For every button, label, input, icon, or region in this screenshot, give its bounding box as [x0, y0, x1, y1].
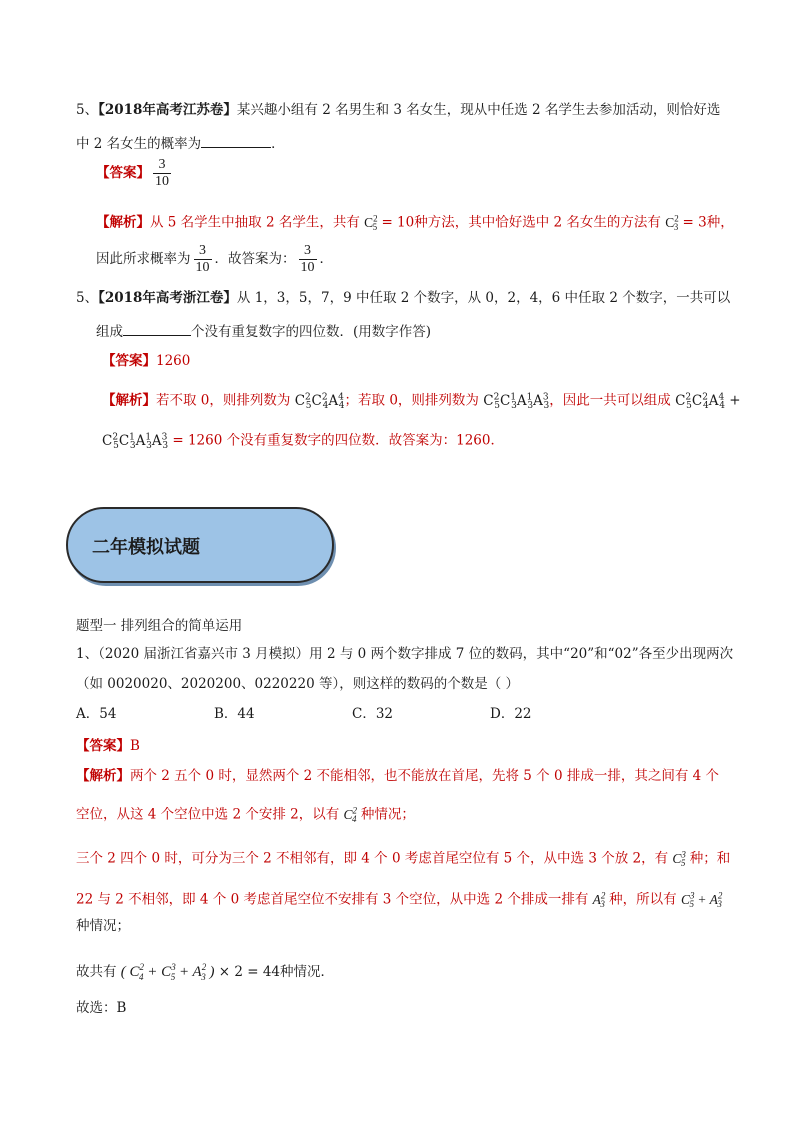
formula-c52c31a31a33-2: $C^2_5C^1_3A^1_3A^3_3$: [102, 432, 169, 452]
formula-c53-plus-a32: $C^3_5 + A^2_3$: [680, 890, 723, 910]
q5b-line2: [96, 321, 431, 341]
answer-blank: [201, 133, 271, 148]
analysis-text: ．故答案为：: [214, 251, 296, 267]
analysis-text: 故选：B: [76, 1000, 127, 1016]
analysis-text: = 10种方法，其中恰好选中 2 名女生的方法有: [381, 214, 661, 231]
analysis-text: 空位，从这 4 个空位中选 2 个安排 2，以有: [76, 806, 340, 823]
q1-analysis-p1a: [76, 767, 719, 785]
q5a-analysis2: [96, 243, 333, 276]
question-text: 某兴趣小组有 2 名男生和 3 名女生，现从中任选 2 名学生去参加活动，则恰好选: [236, 102, 721, 118]
analysis-text: 从 5 名学生中抽取 2 名学生，共有: [150, 214, 360, 231]
analysis-label: 【解析】: [96, 214, 150, 231]
combination-c32: $C^2_3$: [665, 213, 679, 233]
analysis-text: 种情况；: [76, 918, 130, 934]
question-number: 5、: [76, 102, 99, 118]
option-d: D．22: [490, 706, 532, 722]
q1-answer: [76, 737, 140, 755]
analysis-text: 种；和: [689, 850, 731, 867]
question-text: 1、（2020 届浙江省嘉兴市 3 月模拟）用 2 与 0 两个数字排成 7 位的数码，其中“20”和“02”各至少出现两次: [76, 646, 734, 662]
question-text: （如 0020020、2020200、0220220 等），则这样的数码的个数是（ ）: [76, 676, 519, 692]
analysis-text: 22 与 2 不相邻，即 4 个 0 考虑首尾空位不安排有 3 个空位，从中选 2 个排成一排有: [76, 891, 589, 908]
question-text: 中 2 名女生的概率为: [76, 136, 202, 152]
q5a-answer: [96, 157, 174, 190]
analysis-text: 种情况；: [360, 806, 415, 823]
analysis-text: × 2 = 44种情况．: [218, 964, 335, 980]
q5b-analysis1: [102, 388, 741, 415]
section-banner: [66, 507, 334, 583]
question-number: 5、: [76, 290, 99, 306]
q1-analysis-p2c: [76, 917, 130, 935]
analysis-text: 因此所求概率为: [96, 251, 191, 267]
q5a-line2: [76, 133, 285, 153]
formula-sum: ( $C^2_4 + C^3_5 + A^2_3$ ): [120, 962, 215, 982]
q1-options: [76, 705, 628, 723]
answer-value: 1260: [156, 353, 191, 369]
punctuation: ．: [271, 136, 285, 152]
option-a: A．54: [76, 706, 117, 722]
q5b-analysis2: [102, 428, 504, 455]
q1-analysis-p1b: [76, 801, 415, 828]
formula-c53: $C^3_5$: [672, 849, 686, 869]
q5b-line1: [76, 289, 730, 307]
q5a-line1: [76, 101, 720, 119]
answer-label: 【答案】: [76, 738, 130, 754]
analysis-text: 种，所以有: [609, 891, 677, 908]
answer-label: 【答案】: [102, 353, 156, 369]
q1-analysis-p4: [76, 999, 126, 1017]
source-tag: 【2018年高考江苏卷】: [98, 102, 237, 118]
option-c: C．32: [352, 706, 394, 722]
heading-text: 题型一 排列组合的简单运用: [76, 618, 243, 634]
analysis-text: 两个 2 五个 0 时，显然两个 2 不能相邻，也不能放在首尾，先将 5 个 0 排成一排，其之间有 4 个: [130, 768, 720, 784]
formula-c52c42a44-2: $C^2_5C^2_4A^4_4$: [675, 392, 725, 412]
type-heading: [76, 617, 242, 635]
analysis-label: 【解析】: [76, 768, 130, 784]
answer-blank: [123, 321, 191, 336]
section-title: 二年模拟试题: [92, 537, 200, 558]
punctuation: ．: [319, 251, 333, 267]
q1-analysis-p2b: [76, 886, 722, 913]
q1-line1: [76, 645, 733, 663]
formula-c52c42a44: $C^2_5C^2_4A^4_4$: [294, 392, 345, 412]
question-text: 个没有重复数字的四位数．(用数字作答): [191, 324, 432, 340]
formula-c52c31a31a33: $C^2_5C^1_3A^1_3A^3_3$: [483, 392, 550, 412]
analysis-text: ；若取 0，则排列数为: [344, 392, 479, 409]
analysis-text: 故共有: [76, 964, 117, 980]
q5b-answer: [102, 352, 190, 370]
fraction-denominator: 10: [155, 174, 169, 189]
analysis-text: = 1260 个没有重复数字的四位数．故答案为：1260．: [172, 432, 504, 449]
q5a-analysis1: [96, 209, 734, 236]
source-tag: 【2018年高考浙江卷】: [98, 290, 237, 306]
q1-analysis-p3: [76, 958, 334, 986]
question-text: 组成: [96, 324, 123, 340]
question-text: 从 1，3，5，7，9 中任取 2 个数字，从 0，2，4，6 中任取 2 个数字，一共可以: [236, 290, 731, 306]
answer-fraction-2: $\frac{3}{10}$: [300, 243, 315, 275]
analysis-text: ，因此一共可以组成: [549, 392, 671, 409]
fraction-numerator: 3: [153, 157, 171, 174]
option-b: B．44: [214, 706, 255, 722]
answer-fraction: [153, 157, 171, 190]
combination-c52: $C^2_5$: [364, 213, 378, 233]
probability-fraction: $\frac{3}{10}$: [195, 243, 210, 275]
analysis-text: 若不取 0，则排列数为: [156, 392, 291, 409]
plus-sign: +: [729, 392, 741, 409]
analysis-text: = 3种，: [682, 214, 734, 231]
formula-c42: $C^2_4$: [343, 805, 358, 825]
q1-line2: [76, 675, 519, 693]
analysis-text: 三个 2 四个 0 时，可分为三个 2 不相邻有，即 4 个 0 考虑首尾空位有 5 个，从中选 3 个放 2，有: [76, 850, 669, 867]
analysis-label: 【解析】: [102, 392, 156, 409]
q1-analysis-p2a: [76, 845, 730, 872]
answer-label: 【答案】: [96, 165, 150, 181]
formula-a32: $A^2_3$: [592, 890, 606, 910]
answer-value: B: [130, 738, 140, 754]
